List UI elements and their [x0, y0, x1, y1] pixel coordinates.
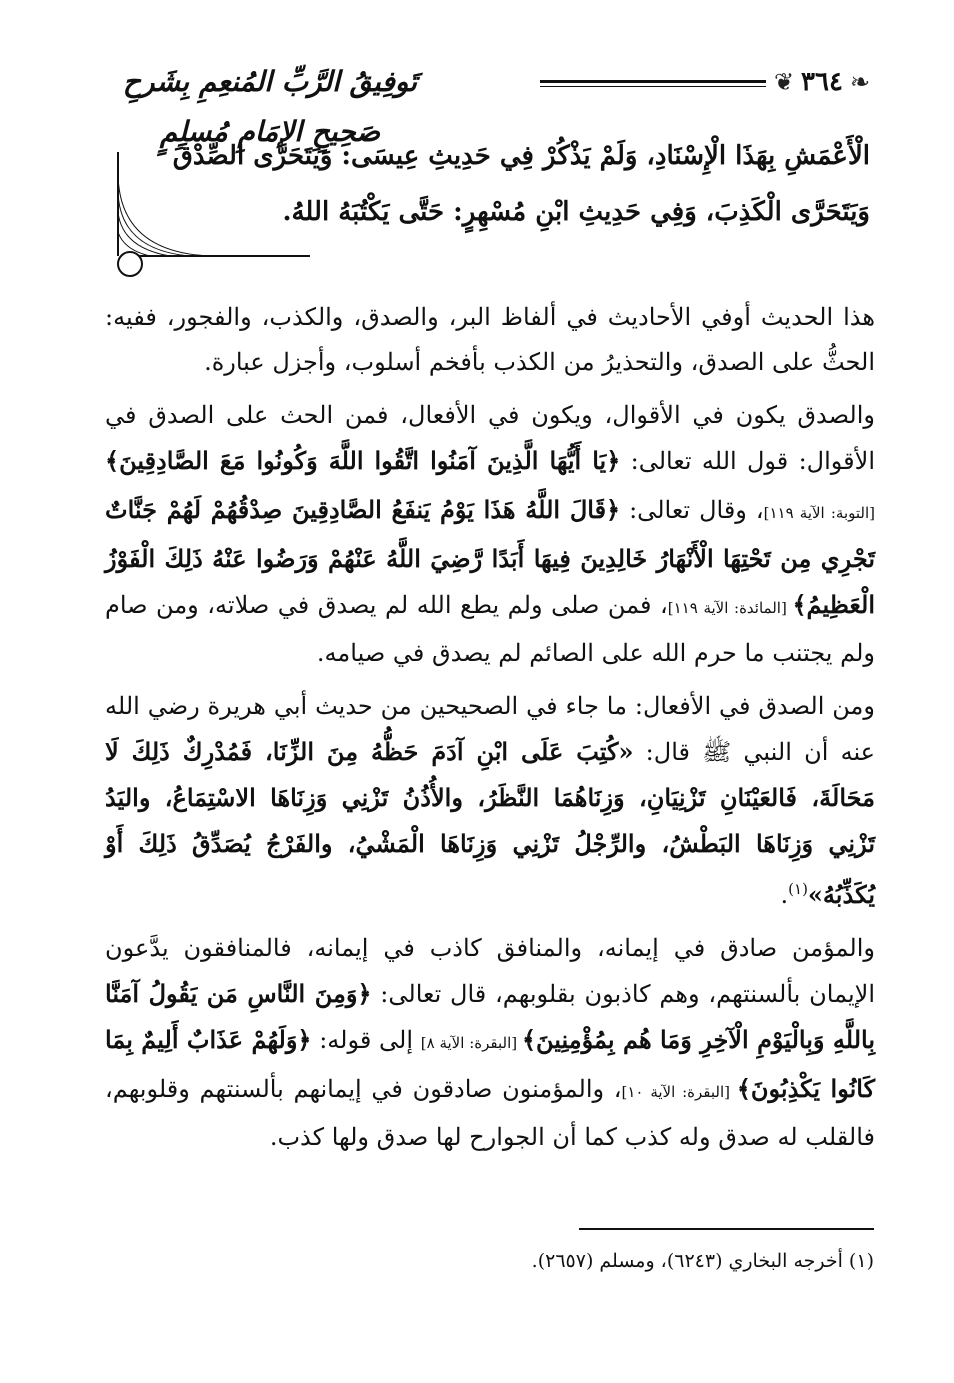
verse-ref-baqarah-10: [البقرة: الآية ١٠]: [621, 1083, 737, 1101]
paragraph-4-text-c: ، والمؤمنون صادقون في إيمانهم بألسنتهم وقلوبهم، فالقلب له صدق وله كذب كما أن الجوارح لها صدق ولها كذب.: [105, 1075, 875, 1151]
quran-verse-maidah: ﴿قَالَ اللَّهُ هَذَا يَوْمُ يَنفَعُ الصَّادِقِينَ صِدْقُهُمْ لَهُمْ جَنَّاتٌ تَجْرِي مِن تَحْتِهَا الْأَنْهَارُ خَالِدِينَ فِيهَا أَبَدًا رَّضِيَ اللَّهُ عَنْهُمْ وَرَضُوا عَنْهُ ذَلِكَ الْفَوْزُ الْعَظِيمُ﴾: [105, 495, 875, 619]
hadith-quote: «كُتِبَ عَلَى ابْنِ آدَمَ حَظُّهُ مِنَ الزِّنَا، فَمُدْرِكٌ ذَلِكَ لَا مَحَالَةَ، فَالعَيْنَانِ تَزْنِيَانِ، وَزِنَاهُمَا النَّظَرُ، والأُذُنُ تَزْنِي وَزِنَاهَا الاسْتِمَاعُ، واليَدُ تَزْنِي وَزِنَاهَا البَطْشُ، والرِّجْلُ تَزْنِي وَزِنَاهَا الْمَشْيُ، والفَرْجُ يُصَدِّقُ ذَلِكَ أَوْ يُكَذِّبُهُ»: [105, 737, 875, 909]
quran-verse-baqarah-10: ﴿وَلَهُمْ عَذَابٌ أَلِيمٌ بِمَا كَانُوا يَكْذِبُونَ﴾: [105, 1025, 876, 1103]
book-title: تَوفِيقُ الرَّبِّ المُنعِمِ بِشَرحِ صَحِيحِ الإمَامِ مُسلِمٍ: [122, 65, 418, 148]
paragraph-1: هذا الحديث أوفي الأحاديث في ألفاظ البر، والصدق، والكذب، والفجور، ففيه: الحثُّ على الصدق، والتحذيرُ من الكذب بأفخم أسلوب، وأجزل عبارة.: [105, 303, 875, 376]
paragraph-2: [105, 393, 875, 676]
quran-verse-baqarah-8: ﴿وَمِنَ النَّاسِ مَن يَقُولُ آمَنَّا بِاللَّهِ وَبِالْيَوْمِ الْآخِرِ وَمَا هُم بِمُؤْمِنِينَ﴾: [105, 979, 875, 1054]
footnote: (١) أخرجه البخاري (٦٢٤٣)، ومسلم (٢٦٥٧).: [531, 1250, 874, 1272]
commentary-body: [105, 295, 875, 1168]
page-header: [110, 55, 871, 148]
footnote-rule: [579, 1228, 874, 1230]
verse-ref-maidah: [المائدة: الآية ١١٩]: [667, 599, 793, 617]
matn-line-2: وَيَتَحَرَّى الْكَذِبَ، وَفِي حَدِيثِ ابْنِ مُسْهِرٍ: حَتَّى يَكْتُبَهُ اللهُ.: [282, 197, 870, 227]
paragraph-3-text-a: ومن الصدق في الأفعال: ما جاء في الصحيحين من حديث أبي هريرة رضي الله عنه أن النبي ﷺ قال:: [105, 692, 876, 766]
page-number-frame: [774, 59, 870, 105]
footnote-marker[interactable]: (١): [788, 880, 808, 898]
header-rule-thin: [540, 86, 766, 87]
ornament-right-icon: ❧: [850, 68, 871, 96]
verse-ref-baqarah-8: [البقرة: الآية ٨]: [420, 1034, 522, 1052]
page-number: ٣٦٤: [801, 67, 843, 97]
quran-verse-tawbah: ﴿يَا أَيُّهَا الَّذِينَ آمَنُوا اتَّقُوا اللَّهَ وَكُونُوا مَعَ الصَّادِقِينَ﴾: [105, 446, 621, 475]
paragraph-4: [105, 926, 875, 1160]
paragraph-2-text-b: ، وقال تعالى:: [620, 496, 764, 524]
paragraph-2-text-c: ، فمن صلى ولم يطع الله لم يصدق في صلاته، ومن صام ولم يجتنب ما حرم الله على الصائم لم يصدق في صيامه.: [105, 591, 875, 667]
paragraph-4-text-a: والمؤمن صادق في إيمانه، والمنافق كاذب في إيمانه، فالمنافقون يدَّعون الإيمان بألسنتهم، وهم كاذبون بقلوبهم، قال تعالى:: [105, 934, 875, 1008]
header-rule: [540, 80, 766, 83]
ornament-left-icon: ❦: [774, 68, 795, 96]
verse-ref-tawbah: [التوبة: الآية ١١٩]: [763, 504, 875, 522]
paragraph-3-text-c: .: [780, 881, 789, 909]
paragraph-4-text-b: إلى قوله:: [311, 1026, 421, 1054]
paragraph-3: [105, 684, 875, 918]
hadith-matn: [150, 128, 870, 240]
matn-line-1: الْأَعْمَشِ بِهَذَا الْإِسْنَادِ، وَلَمْ يَذْكُرْ فِي حَدِيثِ عِيسَى: وَيَتَحَرَّى الصِّدْقَ: [172, 141, 870, 171]
paragraph-2-text-a: والصدق يكون في الأقوال، ويكون في الأفعال، فمن الحث على الصدق في الأقوال: قول الله تعالى:: [105, 401, 875, 475]
